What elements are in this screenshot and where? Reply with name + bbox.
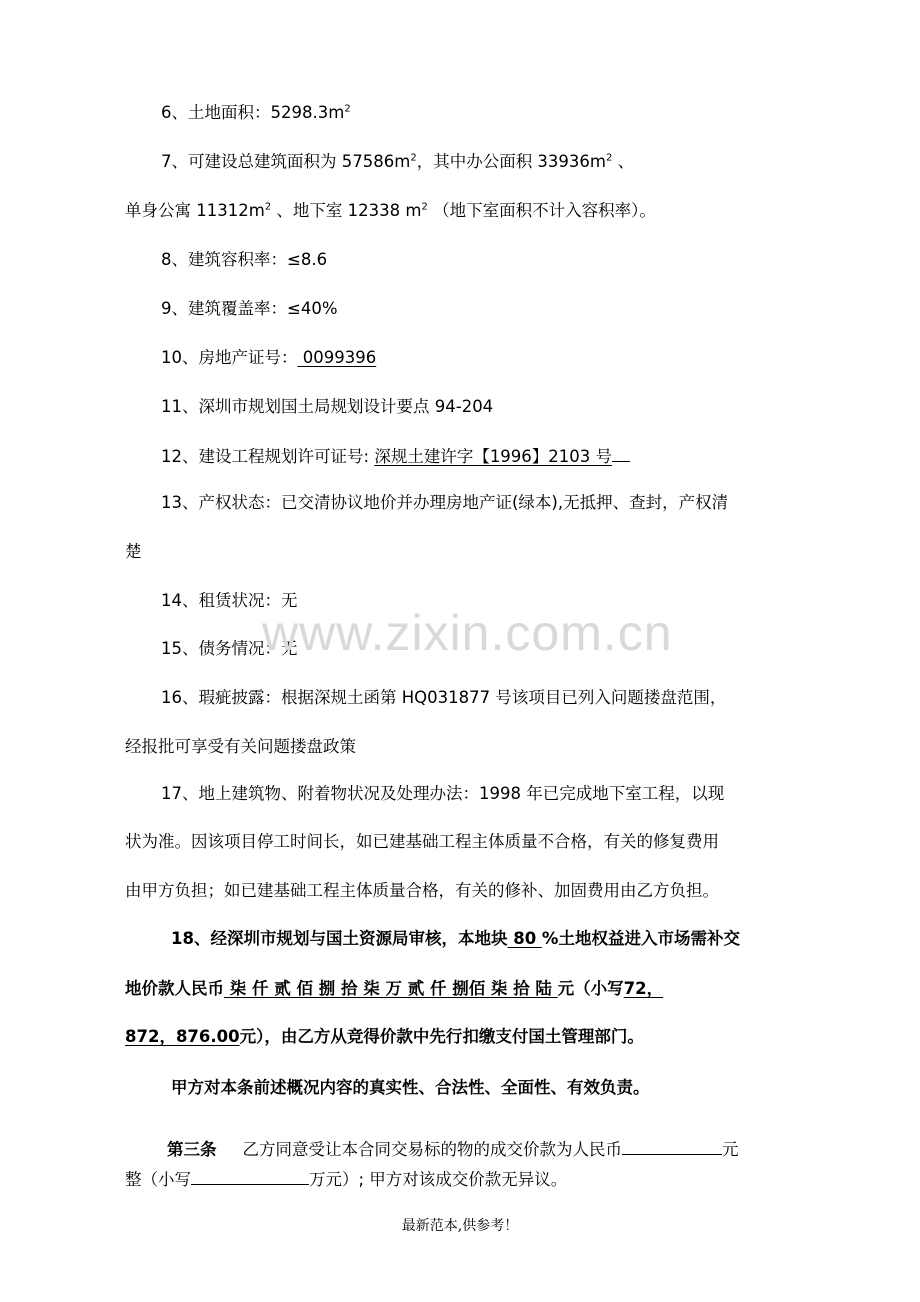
superscript: 2: [410, 152, 417, 164]
item-8: 8、建筑容积率：≤8.6: [161, 250, 328, 269]
item-13-line-1: 13、产权状态：已交清协议地价并办理房地产证(绿本),无抵押、查封，产权清: [161, 493, 729, 512]
text: 万元）; 甲方对该成交价款无异议。: [309, 1170, 568, 1189]
amount-numeric-part-2: 872，876.00: [125, 1027, 240, 1046]
article-title: 第三条: [167, 1140, 217, 1159]
price-numeric-blank: [191, 1166, 309, 1185]
item-16-line-2: 经报批可享受有关问题搂盘政策: [125, 737, 356, 756]
item-13-line-2: 楚: [125, 542, 142, 561]
watermark: www.zixin.com.cn: [262, 605, 673, 661]
planning-permit-number: 深规土建许字【1996】2103 号: [374, 447, 613, 466]
item-18-line-3: [125, 1025, 644, 1049]
percentage-value: 80: [507, 929, 542, 948]
underline-blank: [612, 443, 630, 462]
land-area-value: 5298.3m: [270, 103, 345, 122]
superscript: 2: [264, 201, 272, 213]
text: 地价款人民币: [125, 979, 224, 998]
text: 元（小写: [557, 979, 624, 998]
item-12: [161, 443, 630, 469]
text: 单身公寓 11312m: [125, 201, 265, 220]
text: 、: [612, 152, 635, 171]
item-16-line-1: 16、瑕疵披露：根据深规土函第 HQ031877 号该项目已列入问题搂盘范围，: [161, 688, 727, 707]
item-9: 9、建筑覆盖率：≤40%: [161, 299, 338, 318]
page-footer: 最新范本,供参考！: [401, 1218, 519, 1234]
text: 7、可建设总建筑面积为 57586m: [161, 152, 411, 171]
item-label: 10、房地产证号：: [161, 348, 298, 367]
amount-numeric-part-1: 72，: [623, 979, 664, 998]
item-15: 15、债务情况：无: [161, 639, 298, 658]
text: 整（小写: [125, 1170, 191, 1189]
article-3-line-2: [125, 1166, 567, 1192]
item-label: 6、土地面积：: [161, 103, 271, 122]
item-18-line-1: [171, 927, 740, 951]
item-6: [161, 101, 351, 125]
amount-in-words: 柒 仟 贰 佰 捌 拾 柒 万 贰 仟 捌佰 柒 拾 陆: [224, 979, 558, 998]
text: 元），由乙方从竞得价款中先行扣缴支付国土管理部门。: [239, 1027, 644, 1046]
superscript: 2: [606, 152, 613, 164]
text: 18、经深圳市规划与国土资源局审核，本地块: [171, 929, 508, 948]
price-blank: [622, 1136, 722, 1155]
item-label: 12、建设工程规划许可证号:: [161, 447, 375, 466]
article-3-line-1: [167, 1136, 739, 1162]
item-18-line-2: [125, 977, 663, 1001]
item-17-line-1: 17、地上建筑物、附着物状况及处理办法：1998 年已完成地下室工程，以现: [161, 784, 725, 803]
property-cert-number: 0099396: [297, 348, 377, 367]
text: ，其中办公面积 33936m: [416, 152, 606, 171]
item-17-line-3: 由甲方负担；如已建基础工程主体质量合格，有关的修补、加固费用由乙方负担。: [125, 881, 719, 900]
item-10: [161, 346, 376, 370]
item-11: 11、深圳市规划国土局规划设计要点 94-204: [161, 397, 494, 416]
text: 、地下室 12338 m: [271, 201, 422, 220]
text: 乙方同意受让本合同交易标的物的成交价款为人民币: [242, 1140, 622, 1159]
text: %土地权益进入市场需补交: [541, 929, 740, 948]
superscript: 2: [421, 201, 428, 213]
statement: 甲方对本条前述概况内容的真实性、合法性、全面性、有效负责。: [171, 1078, 650, 1097]
text: （地下室面积不计入容积率）。: [427, 201, 656, 220]
item-17-line-2: 状为准。因该项目停工时间长，如已建基础工程主体质量不合格，有关的修复费用: [125, 832, 719, 851]
item-7-line-1: [161, 150, 634, 174]
item-7-line-2: [125, 199, 656, 223]
item-14: 14、租赁状况：无: [161, 591, 298, 610]
superscript: 2: [344, 103, 351, 115]
text: 元: [722, 1140, 739, 1159]
